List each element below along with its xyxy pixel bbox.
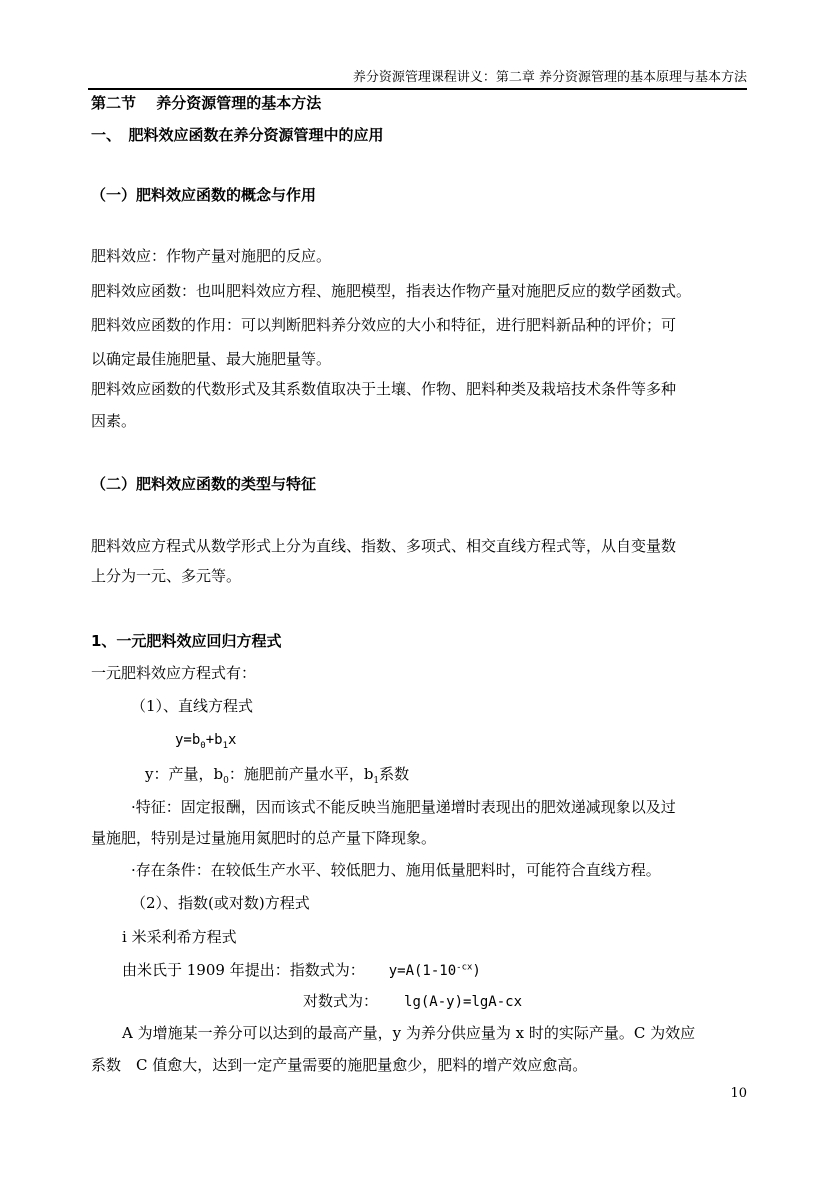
paragraph: 以确定最佳施肥量、最大施肥量等。 <box>91 350 332 368</box>
header-rule <box>88 88 747 90</box>
paragraph: 肥料效应函数的代数形式及其系数值取决于土壤、作物、肥料种类及栽培技术条件等多种 <box>91 380 677 398</box>
paragraph: 一元肥料效应方程式有： <box>91 664 257 682</box>
running-header: 养分资源管理课程讲义：第二章 养分资源管理的基本原理与基本方法 <box>352 70 747 85</box>
log-equation-line: 对数式为： lg(A-y)=lgA-cx <box>303 992 523 1010</box>
equation-label: （1）、直线方程式 <box>131 697 254 715</box>
paragraph: 因素。 <box>91 412 137 430</box>
paragraph: 肥料效应方程式从数学形式上分为直线、指数、多项式、相交直线方程式等，从自变量数 <box>91 537 677 555</box>
part-1-heading: （一）肥料效应函数的概念与作用 <box>91 186 317 204</box>
paragraph: 肥料效应函数：也叫肥料效应方程、施肥模型，指表达作物产量对施肥反应的数学函数式。 <box>91 282 692 300</box>
page-number: 10 <box>730 1086 747 1101</box>
bullet-paragraph: ·存在条件：在较低生产水平、较低肥力、施用低量肥料时，可能符合直线方程。 <box>131 861 661 879</box>
paragraph: 肥料效应：作物产量对施肥的反应。 <box>91 247 332 265</box>
section-title: 第二节 养分资源管理的基本方法 <box>91 94 322 112</box>
part-2-heading: （二）肥料效应函数的类型与特征 <box>91 475 317 493</box>
paragraph: 上分为一元、多元等。 <box>91 567 242 585</box>
linear-equation: $y=b_0+b_1x$ <box>175 732 237 751</box>
bullet-paragraph: ·特征：固定报酬，因而该式不能反映当施肥量递增时表现出的肥效递减现象以及过 <box>131 798 676 816</box>
paragraph: A 为增施某一养分可以达到的最高产量，y 为养分供应量为 x 时的实际产量。C 为效应 <box>122 1024 696 1042</box>
paragraph: 系数 C 值愈大，达到一定产量需要的施肥量愈少，肥料的增产效应愈高。 <box>91 1056 588 1074</box>
equation-legend: y：产量，$b_0$：施肥前产量水平，$b_1$系数 <box>145 765 410 786</box>
paragraph: 肥料效应函数的作用：可以判断肥料养分效应的大小和特征，进行肥料新品种的评价；可 <box>91 316 677 334</box>
method-heading: i 米采利希方程式 <box>122 928 237 946</box>
exponential-equation-line: 由米氏于 1909 年提出：指数式为： $y=A(1-10^{-cx})$ <box>122 961 481 979</box>
item-heading: 1、一元肥料效应回归方程式 <box>91 632 282 650</box>
subsection-heading: 一、 肥料效应函数在养分资源管理中的应用 <box>91 126 384 144</box>
paragraph: 量施肥，特别是过量施用氮肥时的总产量下降现象。 <box>91 829 437 847</box>
equation-label: （2）、指数(或对数)方程式 <box>131 894 310 912</box>
